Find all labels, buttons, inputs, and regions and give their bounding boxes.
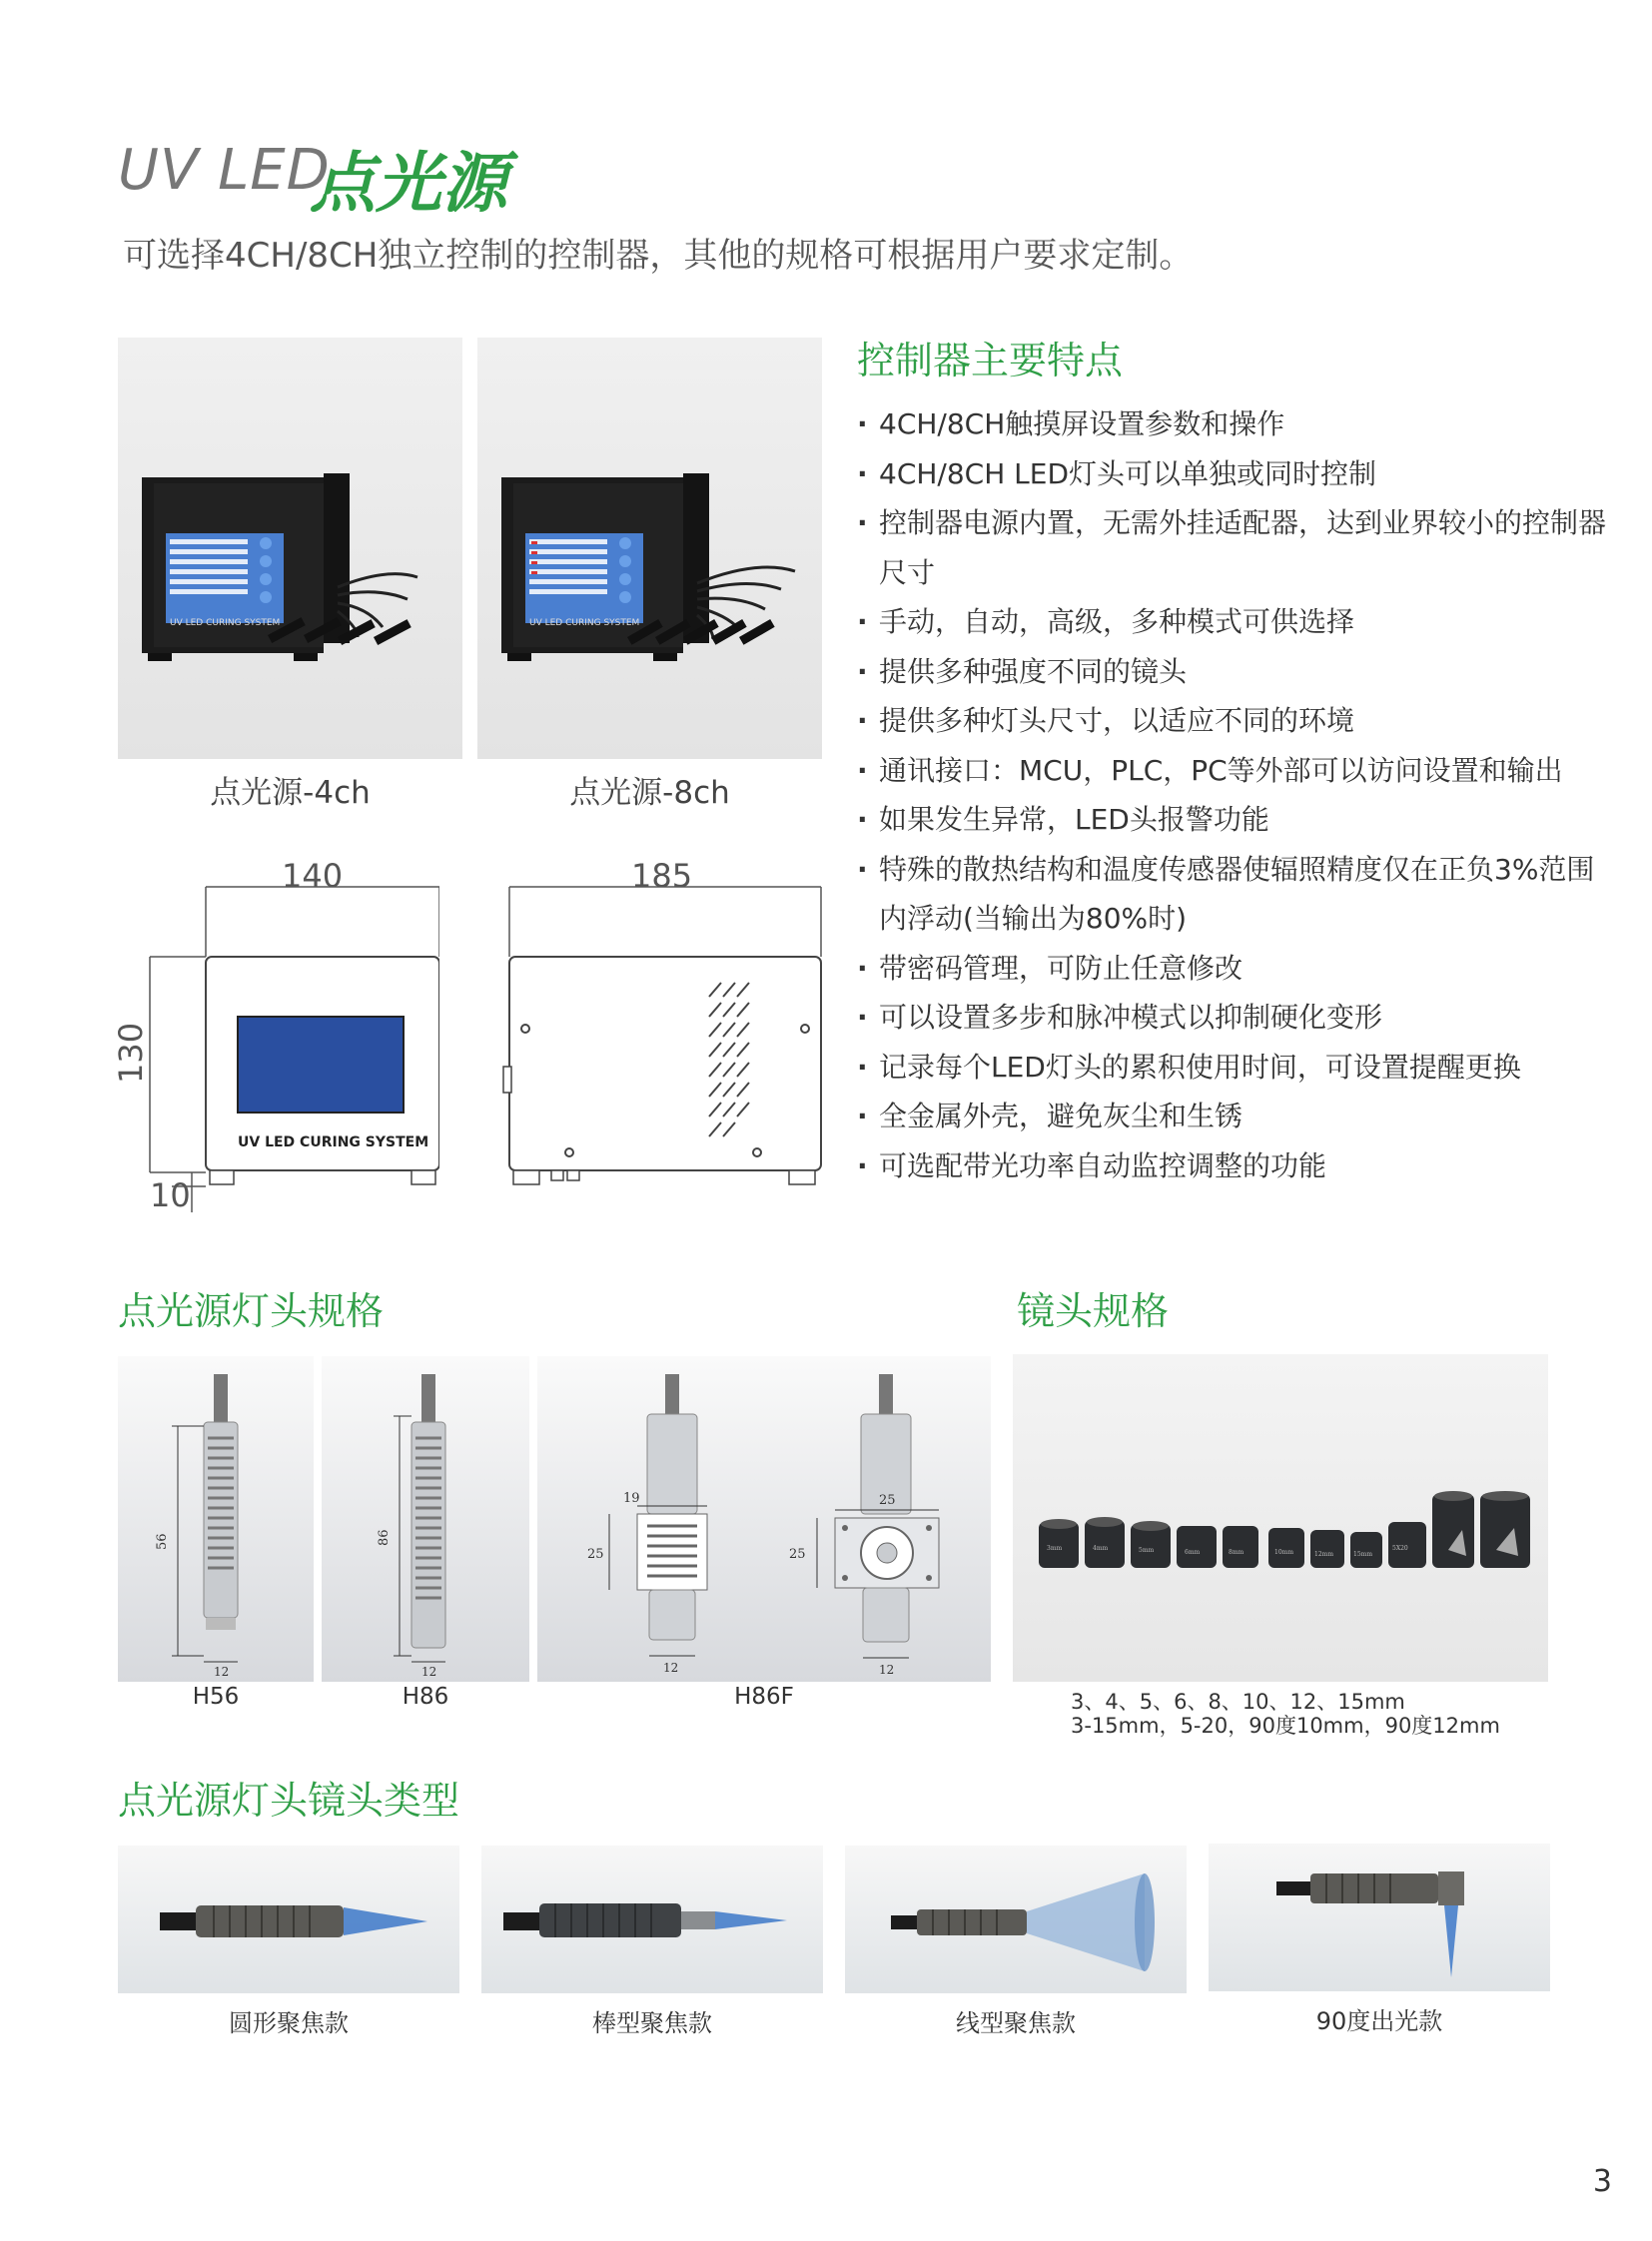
lens-type-90deg-image: [1209, 1844, 1550, 1991]
label-h86f: H86F: [734, 1684, 794, 1710]
dim-front-width: 140: [282, 857, 344, 895]
title-cn: 点光源: [310, 145, 507, 222]
lens-sizes-line1: 3、4、5、6、8、10、12、15mm: [1071, 1690, 1405, 1714]
label-rod-focus: 棒型聚焦款: [592, 2009, 712, 2037]
lens-type-rod-image: [481, 1846, 823, 1993]
label-h86: H86: [402, 1684, 449, 1710]
head-h86-drawing: [322, 1356, 529, 1682]
lens-mark: 15mm: [1353, 1551, 1373, 1558]
feature-item: · 4CH/8CH LED灯头可以单独或同时控制: [857, 449, 1616, 499]
feature-item: · 全金属外壳，避免灰尘和生锈: [857, 1092, 1616, 1141]
label-line-focus: 线型聚焦款: [956, 2009, 1076, 2037]
head-h56-drawing: [118, 1356, 314, 1682]
feature-item: · 提供多种强度不同的镜头: [857, 647, 1616, 697]
controller-8ch-photo: [477, 338, 822, 759]
lens-mark: 3mm: [1047, 1545, 1063, 1552]
feature-item: · 可以设置多步和脉冲模式以抑制硬化变形: [857, 993, 1616, 1043]
page-number: 3: [1592, 2164, 1612, 2199]
front-label: UV LED CURING SYSTEM: [238, 1134, 429, 1150]
dim-foot: 10: [150, 1176, 191, 1214]
lens-mark: 5mm: [1139, 1547, 1155, 1554]
lens-mark: 10mm: [1274, 1549, 1294, 1556]
label-round-focus: 圆形聚焦款: [229, 2009, 349, 2037]
lens-mark: 12mm: [1314, 1551, 1334, 1558]
feature-item: · 手动，自动，高级，多种模式可供选择: [857, 597, 1616, 647]
title-en: UV LED: [118, 138, 331, 203]
subtitle: 可选择4CH/8CH独立控制的控制器，其他的规格可根据用户要求定制。: [123, 236, 1194, 276]
lens-type-line-image: [845, 1846, 1187, 1993]
lens-photo: [1013, 1354, 1548, 1682]
head-h86f-drawing: [537, 1356, 991, 1682]
lens-specs-title: 镜头规格: [1017, 1289, 1170, 1333]
lens-mark: 5X20: [1392, 1545, 1408, 1552]
h86f-h1: 25: [587, 1547, 604, 1562]
head-specs-title: 点光源灯头规格: [118, 1289, 385, 1333]
feature-item: · 通讯接口：MCU，PLC，PC等外部可以访问设置和输出: [857, 746, 1616, 796]
feature-item: · 提供多种灯头尺寸，以适应不同的环境: [857, 696, 1616, 746]
feature-item: · 控制器电源内置，无需外挂适配器，达到业界较小的控制器尺寸: [857, 498, 1616, 597]
h56-diameter: 12: [214, 1665, 230, 1679]
h86-length: 86: [377, 1529, 392, 1546]
h56-length: 56: [155, 1533, 170, 1550]
lens-sizes-line2: 3-15mm，5-20，90度10mm，90度12mm: [1071, 1714, 1500, 1738]
screen-label: UV LED CURING SYSTEM: [529, 618, 640, 628]
lens-mark: 8mm: [1229, 1549, 1244, 1556]
features-list: [857, 399, 1616, 1190]
side-dimension-drawing: [499, 857, 829, 1196]
feature-item: · 如果发生异常，LED头报警功能: [857, 795, 1616, 845]
caption-8ch: 点光源-8ch: [569, 775, 730, 811]
h86-diameter: 12: [421, 1665, 437, 1679]
label-90deg: 90度出光款: [1315, 2007, 1443, 2035]
feature-item: · 4CH/8CH触摸屏设置参数和操作: [857, 399, 1616, 449]
caption-4ch: 点光源-4ch: [210, 775, 371, 811]
lens-mark: 6mm: [1185, 1549, 1201, 1556]
screen-label: UV LED CURING SYSTEM: [170, 618, 281, 628]
h86f-h2: 25: [789, 1547, 806, 1562]
h86f-w2: 25: [879, 1493, 896, 1508]
feature-item: · 可选配带光功率自动监控调整的功能: [857, 1141, 1616, 1191]
dim-height: 130: [112, 1022, 150, 1084]
h86f-d1: 12: [663, 1661, 679, 1675]
dim-side-width: 185: [631, 857, 693, 895]
h86f-d2: 12: [879, 1663, 895, 1677]
lens-types-title: 点光源灯头镜头类型: [118, 1779, 460, 1823]
controller-4ch-photo: [118, 338, 462, 759]
label-h56: H56: [192, 1684, 240, 1710]
h86f-w1: 19: [623, 1491, 640, 1506]
features-title: 控制器主要特点: [857, 339, 1124, 382]
lens-mark: 4mm: [1093, 1545, 1109, 1552]
feature-item: · 特殊的散热结构和温度传感器使辐照精度仅在正负3%范围内浮动(当输出为80%时): [857, 845, 1616, 944]
front-dimension-drawing: [110, 857, 439, 1226]
feature-item: · 带密码管理，可防止任意修改: [857, 944, 1616, 994]
feature-item: · 记录每个LED灯头的累积使用时间，可设置提醒更换: [857, 1043, 1616, 1093]
lens-type-round-image: [118, 1846, 459, 1993]
